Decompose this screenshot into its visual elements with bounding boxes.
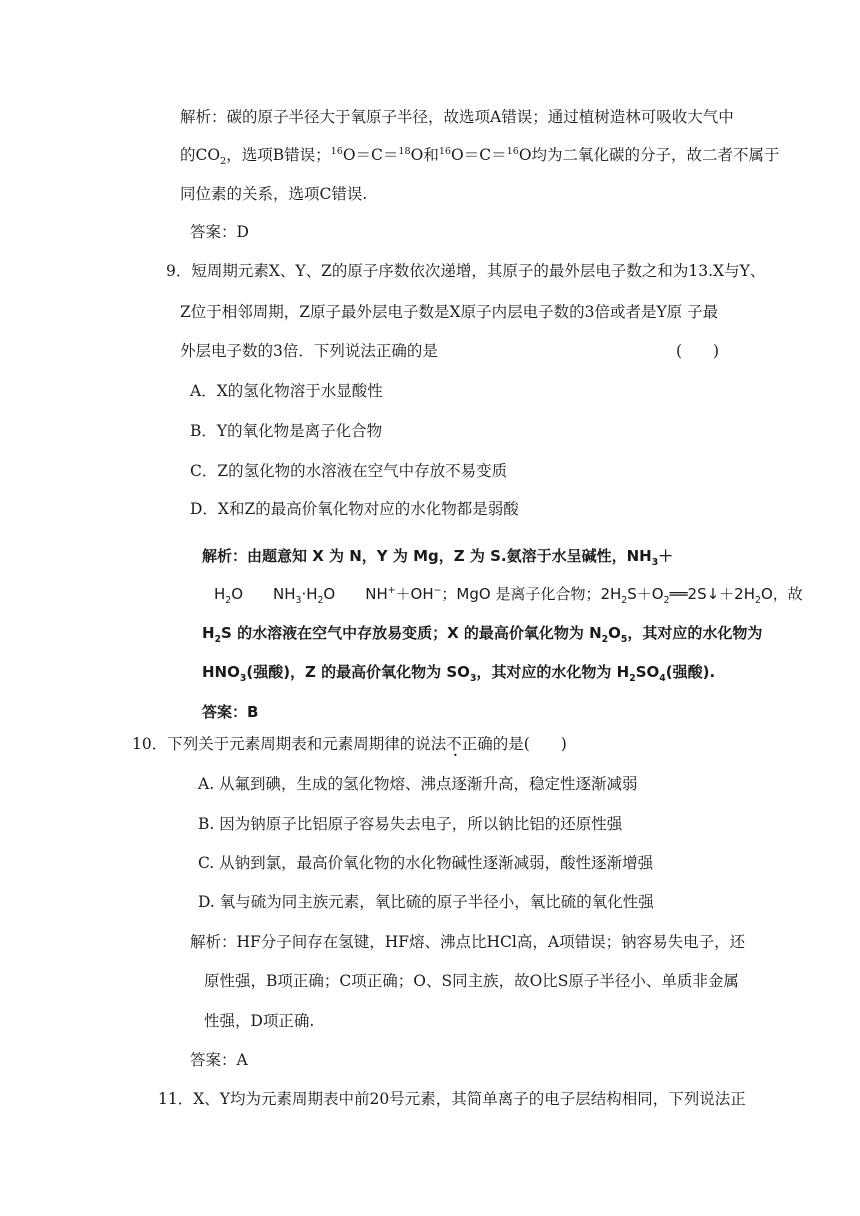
q8-analysis-line-2: 的$CO_2$，选项B错误；$^{16}$O＝C＝$^{18}$O和$^{16}$O＝C＝$^{16}$O均为二氧化碳的分子，故二者不属于 [180, 145, 780, 168]
q10-option-d: D. 氧与硫为同主族元素，氧比硫的原子半径小，氧比硫的氧化性强 [198, 893, 654, 911]
q10-analysis-line-1: 解析：HF分子间存在氢键，HF熔、沸点比HCl高，A项错误；钠容易失电子，还 [190, 933, 746, 951]
q10-stem: 10．下列关于元素周期表和元素周期律的说法不正确的是( ) [132, 735, 567, 753]
q9-option-c: C．Z的氢化物的水溶液在空气中存放不易变质 [190, 462, 508, 480]
q10-option-c: C. 从钠到氯，最高价氧化物的水化物碱性逐渐减弱，酸性逐渐增强 [198, 854, 654, 872]
q11-stem-line-1: 11．X、Y均为元素周期表中前20号元素，其简单离子的电子层结构相同，下列说法正 [158, 1090, 746, 1108]
q8-analysis-line-1: 解析：碳的原子半径大于氧原子半径，故选项A错误；通过植树造林可吸收大气中 [180, 108, 734, 126]
q9-option-b: B．Y的氧化物是离子化合物 [190, 422, 383, 440]
q10-analysis-line-2: 原性强，B项正确；C项正确；O、S同主族，故O比S原子半径小、单质非金属 [204, 972, 739, 990]
q9-stem-line-1: 9．短周期元素X、Y、Z的原子序数依次递增，其原子的最外层电子数之和为13.X与Y、 [166, 262, 766, 280]
q9-analysis-line-4: $HNO_3$(强酸)，Z 的最高价氧化物为 $SO_3$，其对应的水化物为 $H_2SO_4$(强酸). [202, 663, 716, 684]
q10-option-a: A. 从氟到碘，生成的氢化物熔、沸点逐渐升高，稳定性逐渐减弱 [198, 775, 638, 793]
q10-option-b: B. 因为钠原子比铝原子容易失去电子，所以钠比铝的还原性强 [198, 815, 623, 833]
q9-option-a: A．X的氢化物溶于水显酸性 [190, 382, 383, 400]
q9-option-d: D．X和Z的最高价氧化物对应的水化物都是弱酸 [190, 500, 519, 518]
q8-answer: 答案：D [190, 223, 249, 241]
q9-analysis-line-3: $H_2S$ 的水溶液在空气中存放易变质；X 的最高价氧化物为 $N_2O_5$，其对应的水化物为 [202, 624, 763, 645]
q10-analysis-line-3: 性强，D项正确. [204, 1012, 315, 1030]
q9-stem-line-2: Z位于相邻周期，Z原子最外层电子数是X原子内层电子数的3倍或者是Y原 子最 [180, 303, 719, 321]
q8-analysis-line-3: 同位素的关系，选项C错误. [180, 185, 368, 203]
q9-analysis-line-1: 解析：由题意知 X 为 N，Y 为 Mg，Z 为 S.氨溶于水呈碱性，$NH_3+$ [202, 547, 674, 568]
q9-stem-line-3: 外层电子数的3倍．下列说法正确的是 [180, 342, 438, 360]
emphasis-dot-char: 不 [446, 735, 462, 753]
q9-answer: 答案：B [202, 703, 259, 721]
q9-analysis-line-2: $H_2O$ $NH_3\cdot H_2O$ NH+＋OH−；MgO 是离子化合物；$2H_2S+O_2══2S↓+2H_2O$，故 [214, 585, 803, 606]
q9-answer-bracket: ( ) [676, 342, 720, 360]
q10-answer: 答案：A [190, 1051, 248, 1069]
